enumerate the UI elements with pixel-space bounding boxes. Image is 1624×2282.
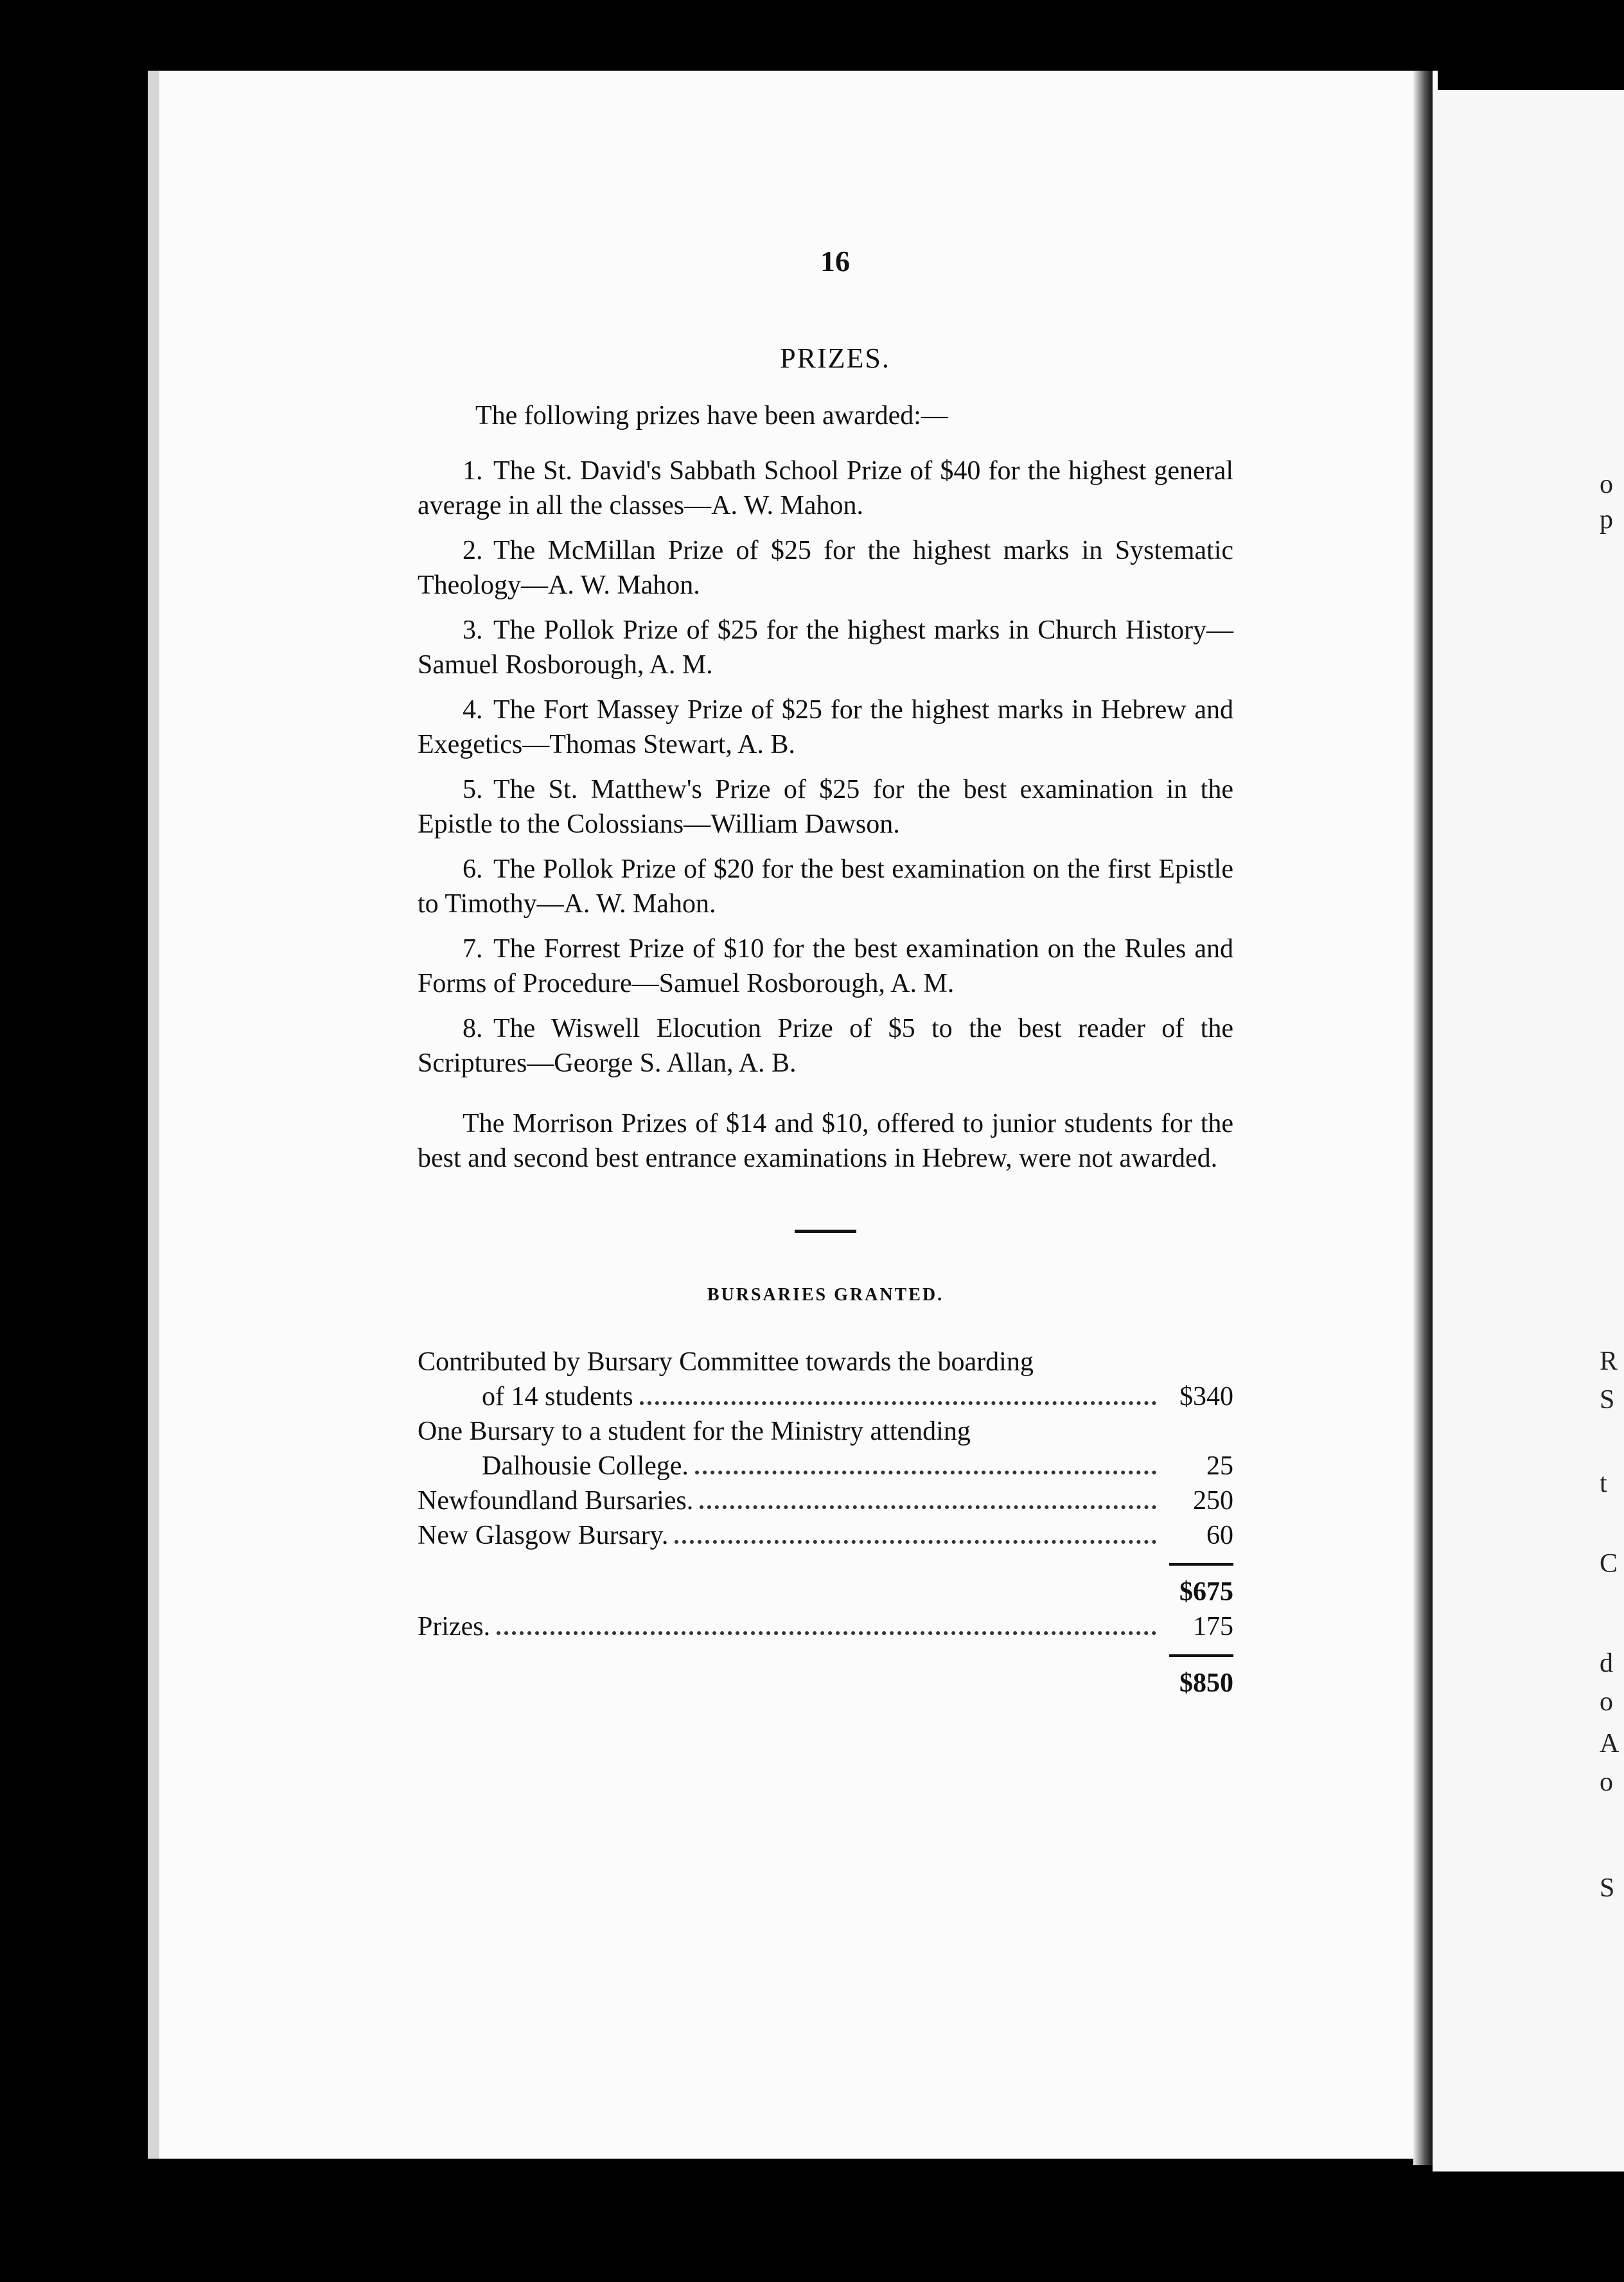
total-rule — [1169, 1654, 1233, 1657]
bursary-amount: 250 — [1193, 1486, 1233, 1516]
section-divider — [795, 1230, 856, 1233]
right-page-fragment: R — [1600, 1347, 1618, 1376]
prize-number: 6. — [463, 854, 483, 884]
bursary-label: New Glasgow Bursary. — [418, 1521, 669, 1550]
prize-text: The Pollok Prize of $20 for the best examination on the first Epistle to Timothy—A. W. Mahon. — [418, 854, 1233, 919]
right-page-fragment: S — [1600, 1873, 1615, 1903]
prize-number: 3. — [463, 615, 483, 645]
prize-item — [418, 693, 1233, 762]
prizes-label: Prizes. — [418, 1612, 491, 1641]
prize-text: The McMillan Prize of $25 for the highest marks in Systematic Theology—A. W. Mahon. — [418, 536, 1233, 600]
bursary-row — [418, 1483, 1233, 1518]
prize-item — [418, 932, 1233, 1001]
prize-item — [418, 533, 1233, 603]
prize-item — [418, 852, 1233, 921]
prize-item — [418, 613, 1233, 682]
prize-text: The Fort Massey Prize of $25 for the highest marks in Hebrew and Exegetics—Thomas Stewart, A. B. — [418, 695, 1233, 759]
bursary-row — [418, 1449, 1233, 1483]
bursary-label: Dalhousie College. — [482, 1451, 689, 1481]
prize-number: 8. — [463, 1014, 483, 1043]
leader-dots — [695, 1471, 1156, 1474]
bursary-row — [418, 1518, 1233, 1553]
prize-text: The Forrest Prize of $10 for the best examination on the Rules and Forms of Procedure—Samuel Rosborough, A. M. — [418, 934, 1233, 998]
prize-text: The Wiswell Elocution Prize of $5 to the best reader of the Scriptures—George S. Allan, A. B. — [418, 1014, 1233, 1078]
intro-text: The following prizes have been awarded:— — [475, 401, 948, 430]
prizes-total-row — [418, 1609, 1233, 1644]
leader-dots — [700, 1505, 1156, 1509]
right-page-fragment: S — [1600, 1385, 1615, 1415]
bursary-amount: 25 — [1206, 1451, 1233, 1481]
right-page-fragment: t — [1600, 1469, 1607, 1498]
prize-number: 5. — [463, 775, 483, 804]
prizes-amount: 175 — [1193, 1612, 1233, 1641]
morrison-note: The Morrison Prizes of $14 and $10, offered to junior students for the best and second best entrance examinations in Hebrew, were not awarded. — [418, 1109, 1233, 1173]
bursaries-heading: BURSARIES GRANTED. — [707, 1285, 944, 1305]
right-page-fragment: p — [1600, 505, 1613, 535]
prize-number: 4. — [463, 695, 483, 725]
page-number: 16 — [820, 245, 850, 278]
prizes-heading: PRIZES. — [780, 342, 890, 374]
bursary-amount: $340 — [1179, 1382, 1233, 1411]
prize-item — [418, 1011, 1233, 1081]
prize-number: 1. — [463, 456, 483, 486]
leader-dots — [675, 1540, 1156, 1544]
leader-dots — [640, 1401, 1156, 1405]
bursary-label: of 14 students — [482, 1382, 633, 1411]
prize-text: The Pollok Prize of $25 for the highest marks in Church History—Samuel Rosborough, A. M. — [418, 615, 1233, 680]
right-page-fragment: o — [1600, 1767, 1613, 1797]
bursary-entry — [418, 1414, 1233, 1483]
bursary-label: One Bursary to a student for the Ministry attending — [418, 1417, 971, 1446]
right-page-fragment: A — [1600, 1729, 1620, 1758]
book-gutter — [1413, 71, 1433, 2165]
subtotal-rule — [1169, 1563, 1233, 1566]
prize-text: The St. David's Sabbath School Prize of $40 for the highest general average in all the classes—A. W. Mahon. — [418, 456, 1233, 520]
right-page-fragment: o — [1600, 470, 1613, 499]
right-page-fragment: C — [1600, 1549, 1618, 1579]
prize-number: 7. — [463, 934, 483, 964]
leader-dots — [497, 1631, 1156, 1635]
right-page-fragment: d — [1600, 1649, 1613, 1678]
bursary-label: Newfoundland Bursaries. — [418, 1486, 694, 1516]
prize-item — [418, 454, 1233, 523]
right-page — [1433, 90, 1624, 2171]
prize-text: The St. Matthew's Prize of $25 for the best examination in the Epistle to the Colossians—William Dawson. — [418, 775, 1233, 839]
prize-item — [418, 772, 1233, 842]
bursary-entry — [418, 1345, 1233, 1414]
page-content — [418, 398, 1233, 1701]
bursary-row — [418, 1379, 1233, 1414]
right-page-fragment: o — [1600, 1687, 1613, 1717]
prize-number: 2. — [463, 536, 483, 565]
bursary-amount: 60 — [1206, 1521, 1233, 1550]
bursary-label: Contributed by Bursary Committee towards the boarding — [418, 1347, 1034, 1377]
subtotal-amount: $675 — [1179, 1577, 1233, 1607]
grand-total: $850 — [1179, 1668, 1233, 1698]
